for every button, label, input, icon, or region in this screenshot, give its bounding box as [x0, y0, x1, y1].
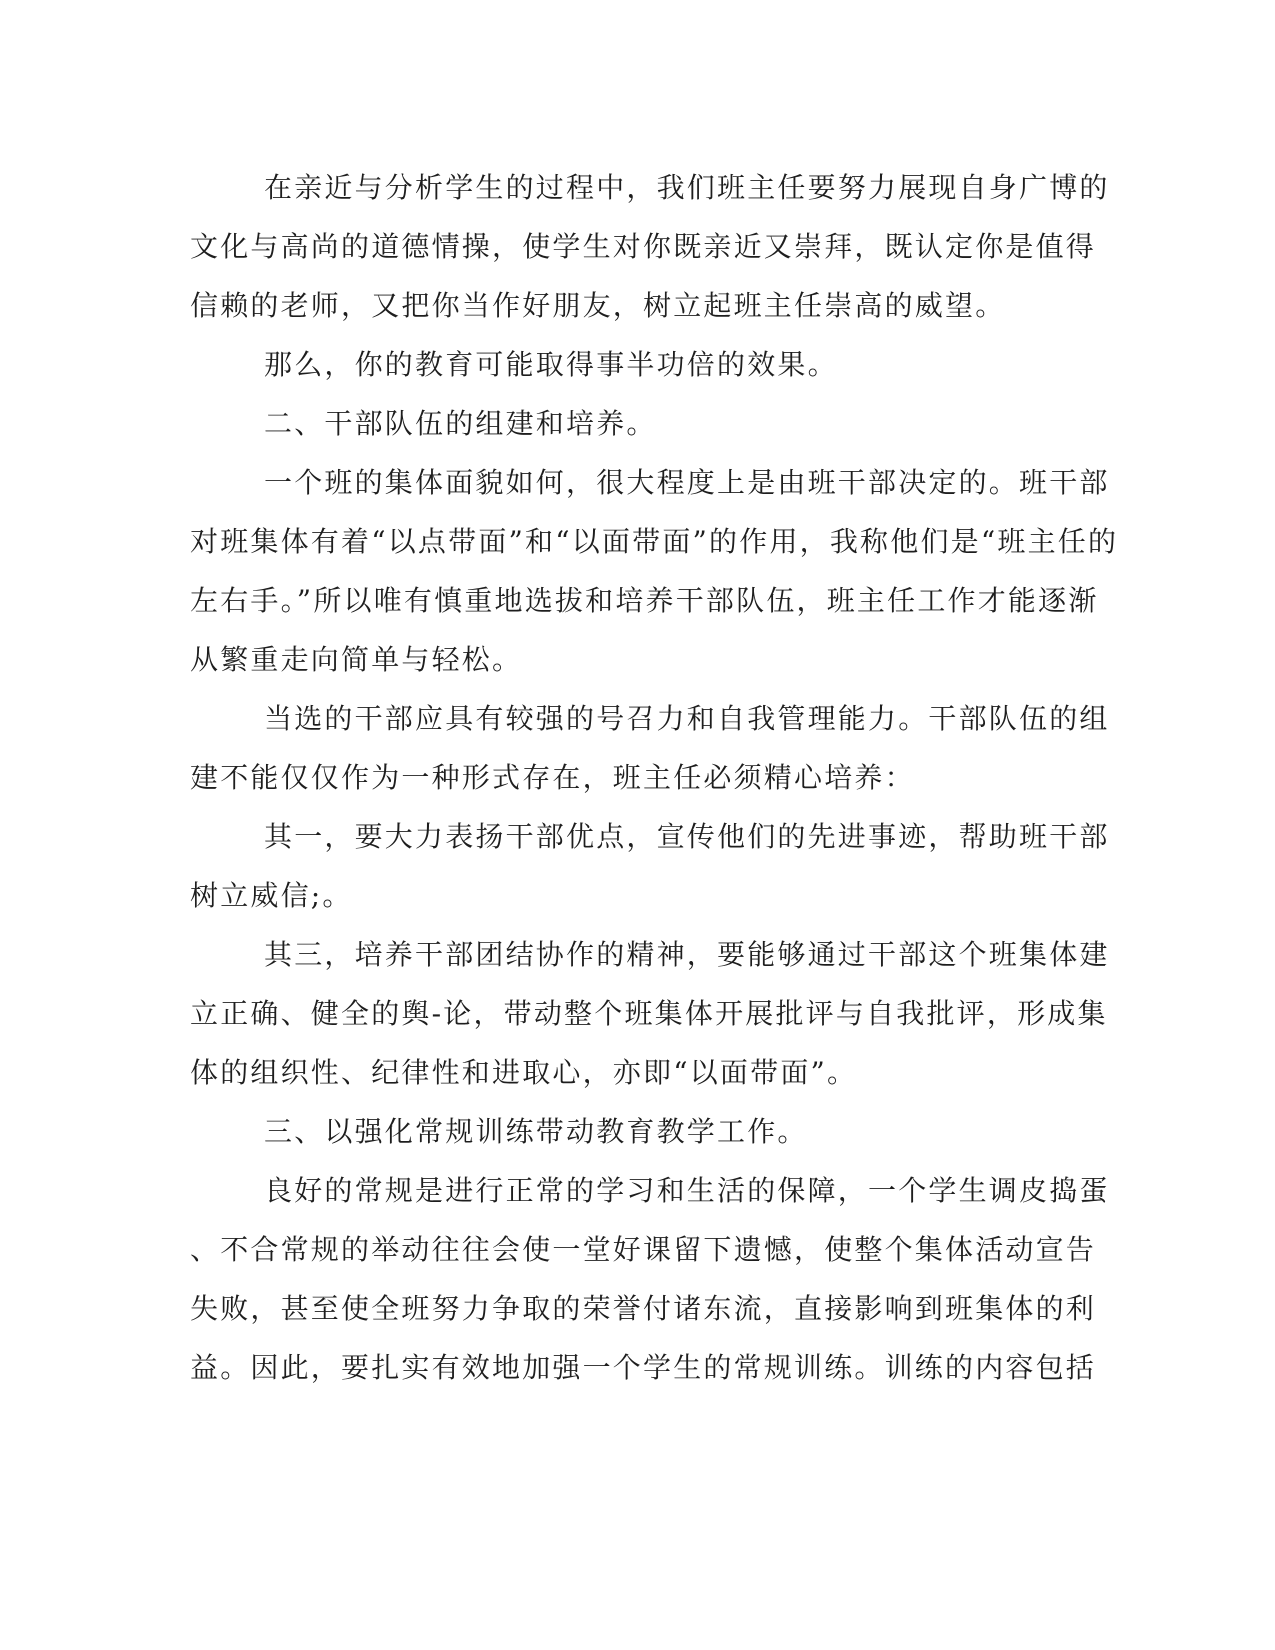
text-line: 在亲近与分析学生的过程中，我们班主任要努力展现自身广博的: [264, 171, 1110, 204]
text-line: 左右手。”所以唯有慎重地选拔和培养干部队伍，班主任工作才能逐渐: [190, 584, 1099, 617]
text-line: 三、以强化常规训练带动教育教学工作。: [264, 1115, 808, 1148]
text-line: 二、干部队伍的组建和培养。: [264, 407, 657, 440]
text-line: 体的组织性、纪律性和进取心，亦即“以面带面”。: [190, 1056, 858, 1089]
section-heading-3: [190, 1102, 1074, 1161]
text-line: 一个班的集体面貌如何，很大程度上是由班干部决定的。班干部: [264, 466, 1110, 499]
text-line: 对班集体有着“以点带面”和“以面带面”的作用，我称他们是“班主任的: [190, 525, 1119, 558]
section-heading-2: [190, 394, 1074, 453]
paragraph-1: [190, 158, 1110, 335]
text-line: 其一，要大力表扬干部优点，宣传他们的先进事迹，帮助班干部: [264, 820, 1110, 853]
paragraph-7: [190, 1161, 1110, 1397]
paragraph-3: [190, 453, 1119, 689]
text-line: 树立威信;。: [190, 879, 353, 912]
paragraph-4: [190, 689, 1110, 807]
text-line: 益。因此，要扎实有效地加强一个学生的常规训练。训练的内容包括: [190, 1351, 1097, 1384]
text-line: 失败，甚至使全班努力争取的荣誉付诸东流，直接影响到班集体的利: [190, 1292, 1097, 1325]
text-line: 从繁重走向简单与轻松。: [190, 643, 523, 676]
text-line: 立正确、健全的舆-论，带动整个班集体开展批评与自我批评，形成集: [190, 997, 1108, 1030]
text-line: 良好的常规是进行正常的学习和生活的保障，一个学生调皮捣蛋: [264, 1174, 1110, 1207]
text-line: 信赖的老师，又把你当作好朋友，树立起班主任崇高的威望。: [190, 289, 1006, 322]
text-line: 其三，培养干部团结协作的精神，要能够通过干部这个班集体建: [264, 938, 1110, 971]
paragraph-5: [190, 807, 1110, 925]
text-line: 建不能仅仅作为一种形式存在，班主任必须精心培养：: [190, 761, 915, 794]
paragraph-6: [190, 925, 1110, 1102]
text-line: 那么，你的教育可能取得事半功倍的效果。: [264, 348, 838, 381]
text-line: 文化与高尚的道德情操，使学生对你既亲近又崇拜，既认定你是值得: [190, 230, 1097, 263]
text-line: 、不合常规的举动往往会使一堂好课留下遗憾，使整个集体活动宣告: [190, 1233, 1097, 1266]
paragraph-2: [190, 335, 1074, 394]
body-text: [190, 158, 1119, 1397]
text-line: 当选的干部应具有较强的号召力和自我管理能力。干部队伍的组: [264, 702, 1110, 735]
